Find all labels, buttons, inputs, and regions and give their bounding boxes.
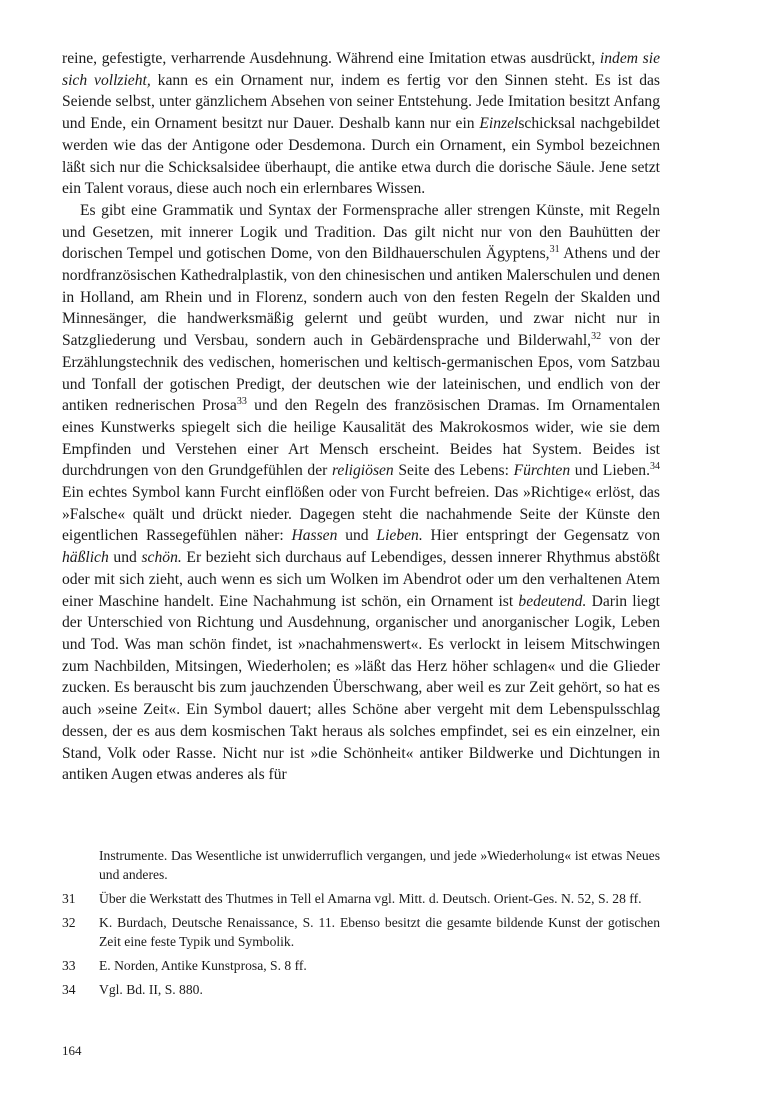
footnote-text: Über die Werkstatt des Thutmes in Tell el Amarna vgl. Mitt. d. Deutsch. Orient-Ges. N. 52, S. 28 ff. <box>99 891 642 906</box>
main-text <box>62 48 660 786</box>
footnote-number: 34 <box>62 982 76 997</box>
footnote-ref-32[interactable]: 32 <box>591 330 602 342</box>
footnote-ref-31[interactable]: 31 <box>549 244 560 256</box>
emphasis: indem sie sich vollzieht, <box>62 50 660 89</box>
emphasis: bedeutend. <box>518 592 587 610</box>
footnote-text: Instrumente. Das Wesentliche ist unwiderruflich vergangen, und jede »Wiederholung« ist etwas Neues und anderes. <box>99 848 660 882</box>
footnote-number: 32 <box>62 915 76 930</box>
text-run: und <box>108 549 142 567</box>
emphasis: religiösen <box>331 462 394 480</box>
footnote-32 <box>62 913 660 951</box>
footnote-ref-34[interactable]: 34 <box>650 461 660 473</box>
footnote-text: Vgl. Bd. II, S. 880. <box>99 982 203 997</box>
footnote-33 <box>62 956 660 975</box>
footnote-continuation <box>62 846 660 884</box>
footnote-number: 33 <box>62 958 76 973</box>
emphasis: Einzel <box>479 115 519 133</box>
footnote-34 <box>62 980 660 999</box>
text-run: schicksal nachgebildet werden wie das der Antigone oder Desdemona. Durch ein Ornament, ein Symbol bezeichnen läßt sich nur die Schicksalsidee überhaupt, die antike etwa durch die dorische Säule. Jene setzt ein Talent voraus, diese auch noch ein erlernbares Wissen. <box>62 115 660 198</box>
text-run: Es gibt eine Grammatik und Syntax der Formensprache aller strengen Künste, mit Regeln und Gesetzen, mit innerer Logik und Tradition. Das gilt nicht nur von den Bauhütten der dorischen Tempel und gotischen Dome, von den Bildhauerschulen Ägyptens, <box>62 201 660 263</box>
text-run: reine, gefestigte, verharrende Ausdehnung. Während eine Imitation etwas ausdrückt, <box>62 50 600 67</box>
text-run: Darin liegt der Unterschied von Richtung und Ausdehnung, organischer und anorganischer Logik, Leben und Tod. Was man schön findet, ist »nachahmenswert«. Es verlockt in leisem Mitschwingen zum Nachbilden, Mitsingen, Wiederholen; es »läßt das Herz höher schlagen« und die Glieder zucken. Es berauscht bis zum jauchzenden Überschwang, aber weil es zur Zeit gehört, so hat es auch »seine Zeit«. Ein Symbol dauert; alles Schöne aber vergeht mit dem Lebenspulsschlag dessen, der es aus dem kosmischen Takt heraus als solches empfindet, sei es ein einzelner, ein Stand, Volk oder Rasse. Nicht nur ist »die Schönheit« antiker Bildwerke und Dichtungen in antiken Augen etwas anderes als für <box>62 592 660 784</box>
footnote-number: 31 <box>62 891 76 906</box>
text-run: kann es ein Ornament nur, indem es fertig vor den Sinnen steht. Es ist das Seiende selbst, unter gänzlichem Absehen von seiner Entstehung. Jede Imitation besitzt Anfang und Ende, ein Ornament besitzt nur Dauer. Deshalb kann nur ein <box>62 71 660 133</box>
paragraph-1 <box>62 48 660 200</box>
text-run: und <box>337 527 377 545</box>
text-run: Ein echtes Symbol kann Furcht einflößen oder von Furcht befreien. Das »Richtige« erlöst, das »Falsche« quält und drückt nieder. Dagegen steht die nachahmende Seite der Künste den eigentlichen Rassegefühlen näher: <box>62 484 660 545</box>
emphasis: Fürchten <box>513 462 571 480</box>
footnotes <box>62 846 660 1004</box>
footnote-text: E. Norden, Antike Kunstprosa, S. 8 ff. <box>99 958 307 973</box>
emphasis: Hassen <box>291 527 338 545</box>
footnote-31 <box>62 889 660 908</box>
paragraph-2 <box>62 200 660 786</box>
emphasis: häßlich <box>62 549 109 567</box>
emphasis: schön. <box>141 549 182 567</box>
text-run: und den Regeln des französischen Dramas. Im Ornamentalen eines Kunstwerks spiegelt sich die heilige Kausalität des Makrokosmos wider, wie sie dem Empfinden und Verstehen einer Art Mensch erscheint. Beides hat System. Beides ist durchdrungen von den Grundgefühlen der <box>62 397 660 480</box>
text-run: und Lieben. <box>570 462 650 480</box>
footnote-ref-33[interactable]: 33 <box>236 396 247 408</box>
text-run: von der Erzählungstechnik des vedischen, homerischen und keltisch-germanischen Epos, vom Satzbau und Tonfall der gotischen Predigt, der deutschen wie der lateinischen, und endlich von der antiken rednerischen Prosa <box>62 332 660 415</box>
text-run: Hier entspringt der Gegensatz von <box>422 527 661 545</box>
text-run: Seite des Lebens: <box>393 462 514 480</box>
text-run: Athens und der nordfranzösischen Kathedralplastik, von den chinesischen und antiken Malerschulen und denen in Holland, am Rhein und in Florenz, sondern auch von den festen Regeln der Skalden und Minnesänger, die handwerksmäßig gelernt und geübt wurden, und zwar nicht nur in Satzgliederung und Versbau, sondern auch in Gebärdensprache und Bilderwahl, <box>62 245 660 350</box>
footnote-text: K. Burdach, Deutsche Renaissance, S. 11. Ebenso besitzt die gesamte bildende Kunst der gotischen Zeit eine feste Typik und Symbolik. <box>99 915 660 949</box>
page-number: 164 <box>62 1043 82 1058</box>
emphasis: Lieben. <box>376 527 423 545</box>
text-run: Er bezieht sich durchaus auf Lebendiges, dessen innerer Rhythmus abstößt oder mit sich zieht, auch wenn es sich um Wolken im Abendrot oder um den verhaltenen Atem einer Maschine handelt. Eine Nachahmung ist schön, ein Ornament ist <box>62 549 661 610</box>
